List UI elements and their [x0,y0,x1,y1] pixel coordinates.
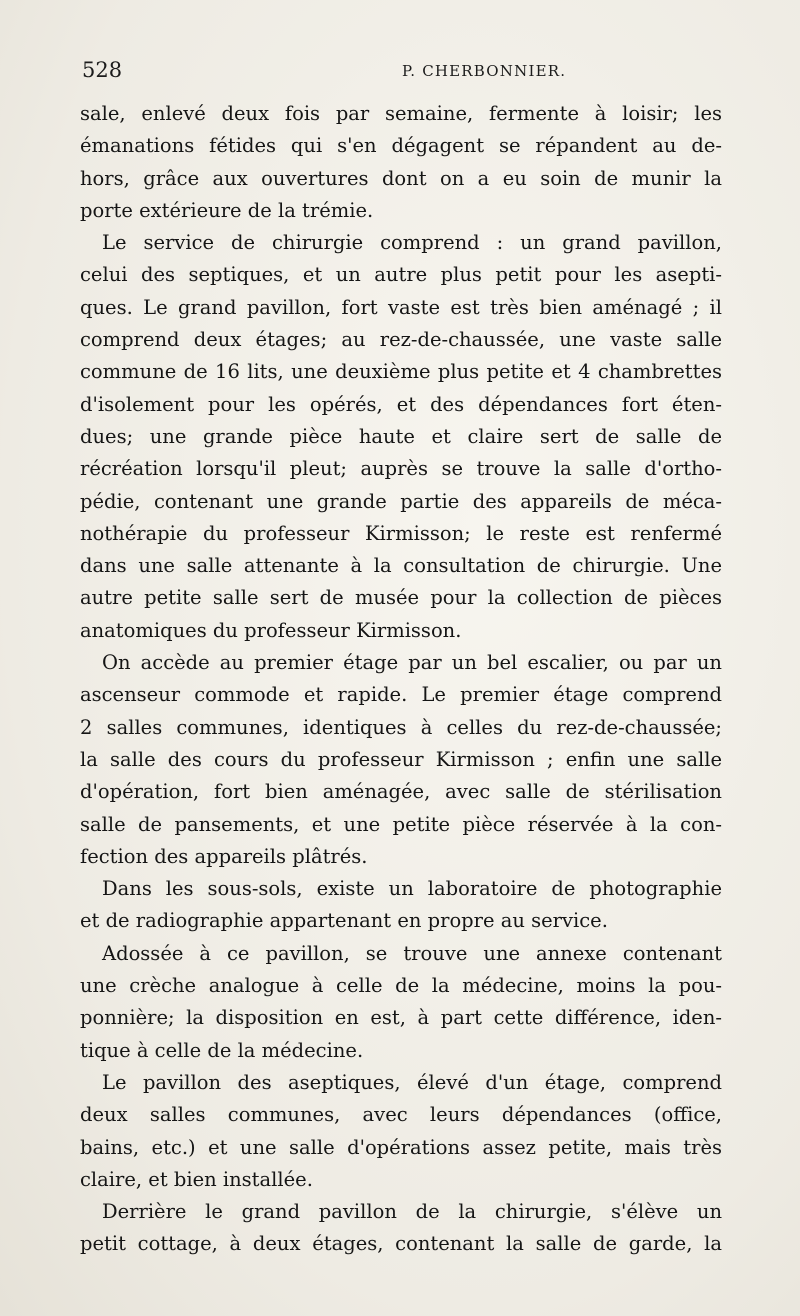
text-line: émanations fétides qui s'en dégagent se répandent au de- [80,134,722,158]
text-line: porte extérieure de la trémie. [80,198,374,222]
text-line: d'isolement pour les opérés, et des dépendances fort éten- [80,392,722,416]
text-line: pédie, contenant une grande partie des appareils de méca- [80,489,722,513]
text-line: Le service de chirurgie comprend : un grand pavillon, [102,231,722,255]
text-line: dues; une grande pièce haute et claire sert de salle de [80,424,722,448]
text-line: Le pavillon des aseptiques, élevé d'un étage, comprend [102,1070,722,1094]
text-line: Dans les sous-sols, existe un laboratoire de photographie [102,877,722,901]
text-line: celui des septiques, et un autre plus petit pour les asepti- [80,263,722,287]
text-line: claire, et bien installée. [80,1167,313,1191]
page-header [82,58,722,88]
text-line: Derrière le grand pavillon de la chirurgie, s'élève un [102,1200,722,1224]
text-line: et de radiographie appartenant en propre au service. [80,909,608,933]
text-line: dans une salle attenante à la consultation de chirurgie. Une [80,554,722,578]
text-line: autre petite salle sert de musée pour la collection de pièces [80,586,722,610]
running-head: P. CHERBONNIER. [402,62,567,80]
text-line: comprend deux étages; au rez-de-chaussée, une vaste salle [80,328,722,352]
text-line: deux salles communes, avec leurs dépendances (office, [80,1103,722,1127]
text-line: On accède au premier étage par un bel escalier, ou par un [102,651,722,675]
text-line: Adossée à ce pavillon, se trouve une annexe contenant [102,941,722,965]
text-line: ascenseur commode et rapide. Le premier étage comprend [80,683,722,707]
text-line: anatomiques du professeur Kirmisson. [80,618,462,642]
text-line: ques. Le grand pavillon, fort vaste est très bien aménagé ; il [80,295,722,319]
text-line: fection des appareils plâtrés. [80,844,368,868]
text-line: d'opération, fort bien aménagée, avec salle de stérilisation [80,780,722,804]
text-line: 2 salles communes, identiques à celles du rez-de-chaussée; [80,715,722,739]
text-line: récréation lorsqu'il pleut; auprès se trouve la salle d'ortho- [80,457,722,481]
text-line: salle de pansements, et une petite pièce réservée à la con- [80,812,722,836]
body-text [80,98,722,1261]
text-line: sale, enlevé deux fois par semaine, fermente à loisir; les [80,102,722,125]
page-number: 528 [82,58,123,82]
text-line: nothérapie du professeur Kirmisson; le reste est renfermé [80,521,722,545]
text-line: bains, etc.) et une salle d'opérations assez petite, mais très [80,1135,722,1159]
text-line: la salle des cours du professeur Kirmisson ; enfin une salle [80,747,722,771]
text-line: commune de 16 lits, une deuxième plus petite et 4 chambrettes [80,360,722,384]
text-line: ponnière; la disposition en est, à part cette différence, iden- [80,1006,722,1030]
text-line: tique à celle de la médecine. [80,1038,364,1062]
text-line: petit cottage, à deux étages, contenant la salle de garde, la [80,1232,722,1256]
text-line: une crèche analogue à celle de la médecine, moins la pou- [80,974,722,998]
text-line: hors, grâce aux ouvertures dont on a eu soin de munir la [80,166,722,190]
